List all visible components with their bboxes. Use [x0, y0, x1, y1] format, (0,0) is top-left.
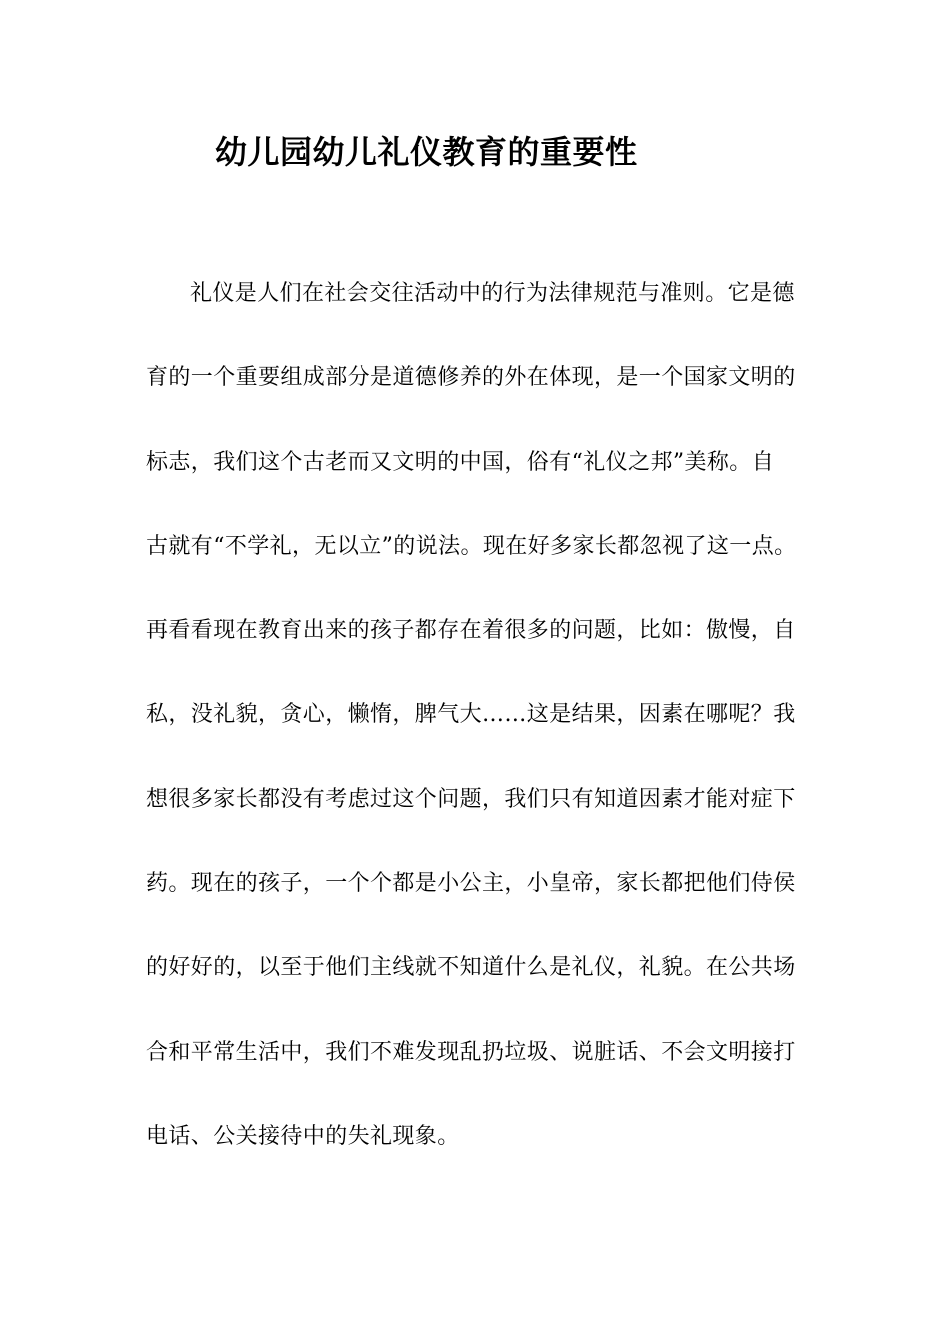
paragraph-line: 育的一个重要组成部分是道德修养的外在体现，是一个国家文明的 — [146, 365, 796, 391]
paragraph-line: 礼仪是人们在社会交往活动中的行为法律规范与准则。它是德 — [190, 281, 795, 306]
paragraph-line: 古就有“不学礼，无以立”的说法。现在好多家长都忽视了这一点。 — [146, 533, 797, 559]
paragraph-line: 想很多家长都没有考虑过这个问题，我们只有知道因素才能对症下 — [146, 786, 796, 812]
body-paragraph — [146, 276, 826, 1203]
paragraph-line: 私，没礼貌，贪心，懒惰，脾气大……这是结果，因素在哪呢？我 — [146, 702, 796, 728]
paragraph-line: 药。现在的孩子，一个个都是小公主，小皇帝，家长都把他们侍侯 — [146, 871, 796, 897]
paragraph-line: 合和平常生活中，我们不难发现乱扔垃圾、说脏话、不会文明接打 — [146, 1039, 796, 1065]
document-title: 幼儿园幼儿礼仪教育的重要性 — [215, 133, 638, 171]
paragraph-line: 电话、公关接待中的失礼现象。 — [146, 1123, 460, 1149]
paragraph-line: 再看看现在教育出来的孩子都存在着很多的问题，比如：傲慢，自 — [146, 618, 796, 644]
paragraph-line: 的好好的，以至于他们主线就不知道什么是礼仪，礼貌。在公共场 — [146, 955, 796, 981]
paragraph-line: 标志，我们这个古老而又文明的中国，俗有“礼仪之邦”美称。自 — [146, 449, 775, 475]
